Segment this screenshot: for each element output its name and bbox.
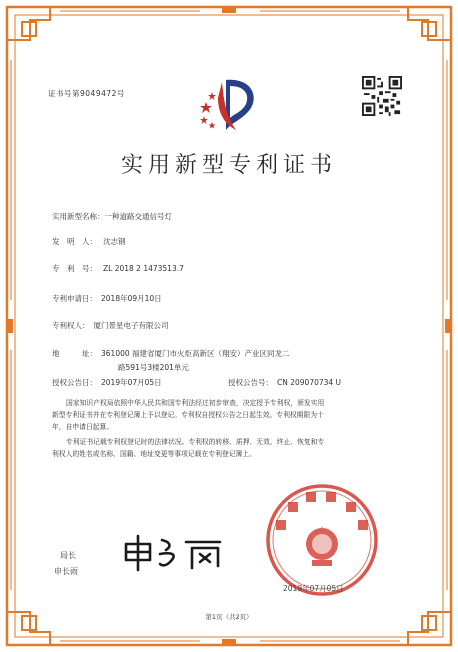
statement-line: 新型专利证书并在专利登记簿上予以登记。专利权自授权公告之日起生效。专利权期限为十 [52,411,324,419]
field-grant-number [228,377,341,388]
field-filing-date [52,293,162,304]
field-grant-date [52,377,162,388]
statement-line: 利权人的姓名或名称、国籍、地址变更等事项记载在专利登记簿上。 [52,450,256,458]
field-label: 实用新型名称： [52,212,105,221]
field-value: 一种道路交通信号灯 [104,212,172,221]
statement-line: 专利证书记载专利权登记时的法律状况。专利权的转移、质押、无效、终止、恢复和专 [66,438,325,446]
field-label: 专利权人： [52,321,90,330]
field-patentee [52,320,169,331]
director-name: 申长雨 [54,567,78,576]
seal-date: 2019年07月05日 [283,584,344,593]
qr-code-icon [362,76,402,116]
field-label: 发 明 人： [52,237,97,246]
field-value: ZL 2018 2 1473513.7 [103,264,184,273]
field-value: 2019年07月05日 [101,378,162,387]
certificate-number: 证书号第9049472号 [48,89,125,98]
field-label: 授权公告日： [52,378,97,387]
field-address [52,348,290,359]
statement-line: 国家知识产权局依照中华人民共和国专利法经过初步审查，决定授予专利权，颁发实用 [66,399,325,407]
field-value: 沈志钢 [103,237,126,246]
director-title: 局长 [60,551,76,560]
cnipa-logo-icon [196,72,268,132]
field-label: 授权公告号： [228,378,273,387]
field-address-line2: 路591号3楼201单元 [118,363,189,372]
statement-line: 年，自申请日起算。 [52,423,114,431]
field-label: 地 址： [52,349,97,358]
certificate-title: 实用新型专利证书 [120,153,337,178]
field-label: 专 利 号： [52,264,97,273]
field-value: 2018年09月10日 [101,294,162,303]
field-utility-model-name [52,211,172,222]
field-value: CN 209070734 U [277,378,342,387]
field-patent-number [52,263,184,274]
field-value: 361000 福建省厦门市火炬高新区（翔安）产业区同龙二 [101,349,290,358]
handwritten-signature [120,532,230,572]
field-value: 厦门景星电子有限公司 [93,321,169,330]
certificate-statement [52,397,408,460]
official-seal-icon [262,480,382,600]
page-indicator: 第1页（共2页） [205,613,253,621]
field-label: 专利申请日： [52,294,97,303]
field-inventor [52,236,126,247]
